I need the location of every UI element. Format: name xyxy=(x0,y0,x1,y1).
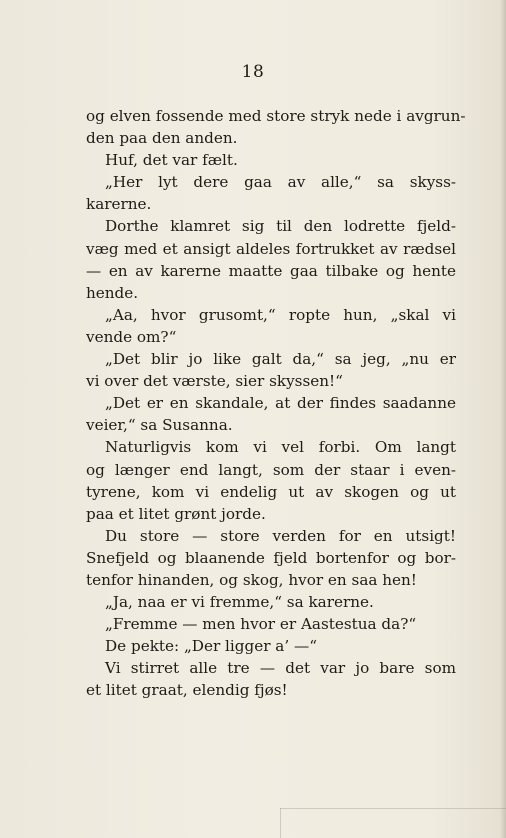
text-line: Naturligvis kom vi vel forbi. Om langt xyxy=(105,438,456,457)
text-line: Huf, det var fælt. xyxy=(105,151,238,170)
text-line: „Ja, naa er vi fremme,“ sa karerne. xyxy=(105,593,374,612)
text-line: vi over det værste, sier skyssen!“ xyxy=(86,372,343,391)
page-edge-shadow xyxy=(500,0,506,838)
text-line: væg med et ansigt aldeles fortrukket av rædsel xyxy=(86,239,456,258)
text-line: paa et litet grønt jorde. xyxy=(86,504,266,523)
text-line: „Fremme — men hvor er Aastestua da?“ xyxy=(105,615,417,634)
page-corner-mark xyxy=(280,808,506,809)
text-line: hende. xyxy=(86,283,139,302)
text-line: De pekte: „Der ligger a’ —“ xyxy=(105,637,317,656)
text-line: „Her lyt dere gaa av alle,“ sa skyss- xyxy=(105,173,456,192)
text-line: Du store — store verden for en utsigt! xyxy=(105,526,456,545)
text-line: tyrene, kom vi endelig ut av skogen og ut xyxy=(86,482,456,501)
text-line: Vi stirret alle tre — det var jo bare som xyxy=(105,659,456,678)
text-line: vende om?“ xyxy=(86,327,177,346)
text-line: et litet graat, elendig fjøs! xyxy=(86,681,288,700)
text-line: — en av karerne maatte gaa tilbake og hente xyxy=(86,261,456,280)
text-line: og elven fossende med store stryk nede i avgrun- xyxy=(86,107,466,125)
text-line: Dorthe klamret sig til den lodrette fjeld- xyxy=(105,217,456,236)
text-line: Snefjeld og blaanende fjeld bortenfor og bor- xyxy=(86,548,456,567)
text-line: „Det blir jo like galt da,“ sa jeg, „nu er xyxy=(105,350,456,369)
text-line: „Det er en skandale, at der findes saadanne xyxy=(105,394,456,413)
text-line: „Aa, hvor grusomt,“ ropte hun, „skal vi xyxy=(105,305,456,324)
page-number: 18 xyxy=(241,62,265,82)
text-line: karerne. xyxy=(86,195,152,214)
body-text xyxy=(86,105,466,702)
text-line: og længer end langt, som der staar i even- xyxy=(86,460,456,479)
page-corner-mark xyxy=(280,808,281,838)
text-line: veier,“ sa Susanna. xyxy=(86,416,233,435)
text-line: den paa den anden. xyxy=(86,129,238,148)
text-line: tenfor hinanden, og skog, hvor en saa hen! xyxy=(86,570,417,589)
